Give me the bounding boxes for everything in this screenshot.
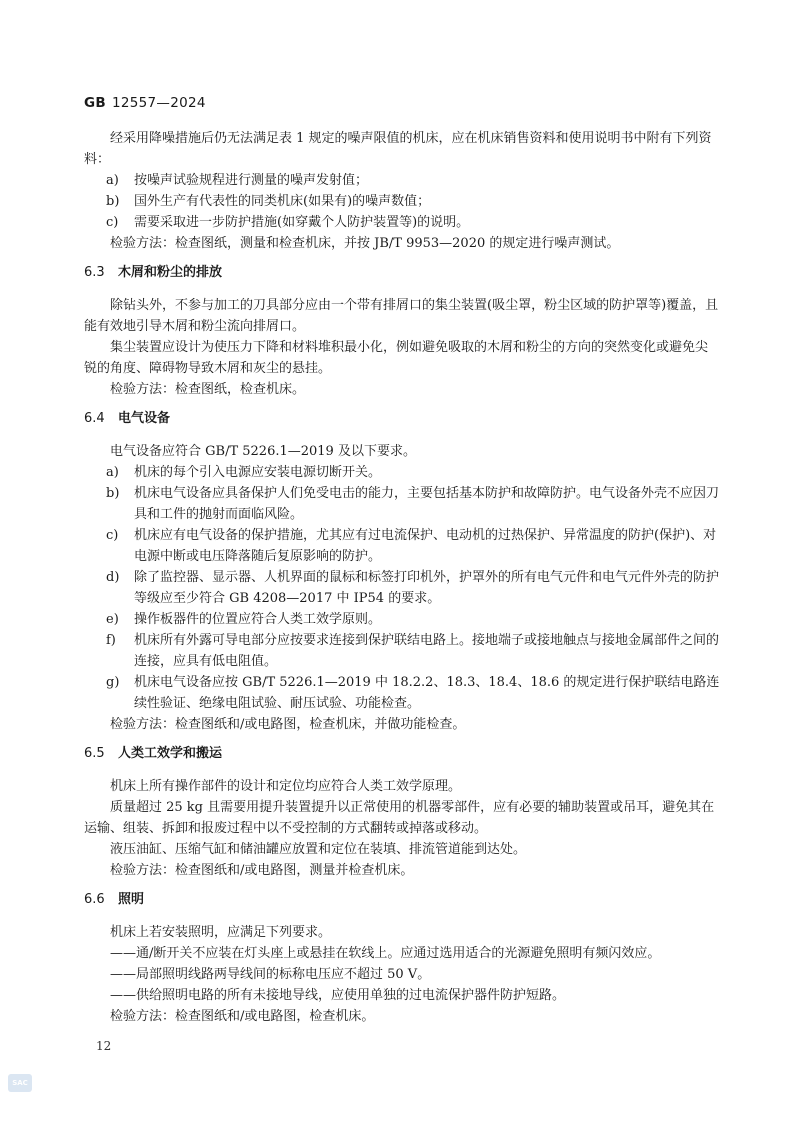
list-item-text: 机床所有外露可导电部分应按要求连接到保护联结电路上。接地端子或接地触点与接地金属部件之间的连接，应具有低电阻值。 — [134, 633, 720, 669]
check-method: 检验方法：检查图纸和/或电路图，检查机床。 — [110, 1009, 375, 1024]
list-item-text: 机床电气设备应按 GB/T 5226.1—2019 中 18.2.2、18.3、18.4、18.6 的规定进行保护联结电路连续性验证、绝缘电阻试验、耐压试验、功能检查。 — [134, 675, 720, 711]
list-item — [84, 191, 720, 212]
list-marker: c) — [106, 215, 119, 230]
dash-item: ——局部照明线路两导线间的标称电压应不超过 50 V。 — [110, 967, 431, 982]
dash-item: ——通/断开关不应装在灯头座上或悬挂在软线上。应通过选用适合的光源避免照明有频闪效应。 — [110, 946, 661, 961]
section-number: 6.6 — [84, 892, 105, 907]
standard-header — [84, 95, 206, 111]
paragraph: 除钻头外，不参与加工的刀具部分应由一个带有排屑口的集尘装置(吸尘罩，粉尘区域的防护罩等)覆盖，且能有效地引导木屑和粉尘流向排屑口。 — [84, 298, 719, 334]
section-number: 6.4 — [84, 411, 105, 426]
list-marker: b) — [106, 194, 120, 209]
paragraph: 液压油缸、压缩气缸和储油罐应放置和定位在装填、排流管道能到达处。 — [110, 842, 527, 857]
paragraph: 电气设备应符合 GB/T 5226.1—2019 及以下要求。 — [110, 444, 416, 459]
section-heading-6-5 — [84, 744, 720, 764]
list-item-text: 国外生产有代表性的同类机床(如果有)的噪声数值； — [134, 194, 431, 209]
section-title: 木屑和粉尘的排放 — [118, 265, 223, 280]
list-marker: e) — [106, 612, 119, 627]
noise-intro-paragraph: 经采用降噪措施后仍无法满足表 1 规定的噪声限值的机床，应在机床销售资料和使用说明书中附有下列资料： — [84, 131, 712, 167]
check-method: 检验方法：检查图纸和/或电路图，检查机床，并做功能检查。 — [110, 717, 466, 732]
section-title: 电气设备 — [118, 411, 171, 426]
list-marker: a) — [106, 465, 119, 480]
sac-logo-icon: SAC — [8, 1074, 32, 1092]
standard-prefix: GB — [84, 95, 106, 111]
paragraph: 质量超过 25 kg 且需要用提升装置提升以正常使用的机器零部件，应有必要的辅助装置或吊耳，避免其在运输、组装、拆卸和报废过程中以不受控制的方式翻转或掉落或移动。 — [84, 800, 715, 836]
section-heading-6-4 — [84, 409, 720, 429]
section-title: 照明 — [118, 892, 145, 907]
list-marker: c) — [106, 528, 119, 543]
section-number: 6.3 — [84, 265, 105, 280]
list-item-text: 除了监控器、显示器、人机界面的鼠标和标签打印机外，护罩外的所有电气元件和电气元件外壳的防护等级应至少符合 GB 4208—2017 中 IP54 的要求。 — [134, 570, 720, 606]
list-marker: f) — [106, 633, 116, 648]
list-item-text: 机床电气设备应具备保护人们免受电击的能力，主要包括基本防护和故障防护。电气设备外壳不应因刀具和工件的抛射而面临风险。 — [134, 486, 720, 522]
page-number: 12 — [96, 1039, 112, 1053]
list-item — [84, 609, 720, 630]
check-method: 检验方法：检查图纸，测量和检查机床，并按 JB/T 9953—2020 的规定进行噪声测试。 — [110, 236, 620, 251]
list-marker: g) — [106, 675, 120, 690]
list-item — [84, 567, 720, 609]
standard-number: 12557—2024 — [111, 95, 206, 111]
list-item-text: 操作板器件的位置应符合人类工效学原则。 — [134, 612, 382, 627]
list-marker: d) — [106, 570, 120, 585]
section-number: 6.5 — [84, 746, 105, 761]
list-item — [84, 630, 720, 672]
section-title: 人类工效学和搬运 — [118, 746, 223, 761]
list-item — [84, 462, 720, 483]
check-method: 检验方法：检查图纸和/或电路图，测量并检查机床。 — [110, 863, 414, 878]
document-body — [84, 128, 720, 1027]
list-marker: a) — [106, 173, 119, 188]
section-heading-6-6 — [84, 890, 720, 910]
paragraph: 集尘装置应设计为使压力下降和材料堆积最小化，例如避免吸取的木屑和粉尘的方向的突然变化或避免尖锐的角度、障碍物导致木屑和灰尘的悬挂。 — [84, 340, 709, 376]
list-item — [84, 525, 720, 567]
check-method: 检验方法：检查图纸，检查机床。 — [110, 382, 306, 397]
list-marker: b) — [106, 486, 120, 501]
list-item-text: 机床的每个引入电源应安装电源切断开关。 — [134, 465, 382, 480]
list-item-text: 需要采取进一步防护措施(如穿戴个人防护装置等)的说明。 — [134, 215, 470, 230]
list-item — [84, 483, 720, 525]
list-item-text: 按噪声试验规程进行测量的噪声发射值； — [134, 173, 369, 188]
list-item — [84, 672, 720, 714]
list-item-text: 机床应有电气设备的保护措施，尤其应有过电流保护、电动机的过热保护、异常温度的防护(保护)、对电源中断或电压降落随后复原影响的防护。 — [134, 528, 717, 564]
list-item — [84, 170, 720, 191]
list-item — [84, 212, 720, 233]
paragraph: 机床上若安装照明，应满足下列要求。 — [110, 925, 332, 940]
section-heading-6-3 — [84, 263, 720, 283]
dash-item: ——供给照明电路的所有未接地导线，应使用单独的过电流保护器件防护短路。 — [110, 988, 566, 1003]
paragraph: 机床上所有操作部件的设计和定位均应符合人类工效学原理。 — [110, 779, 462, 794]
